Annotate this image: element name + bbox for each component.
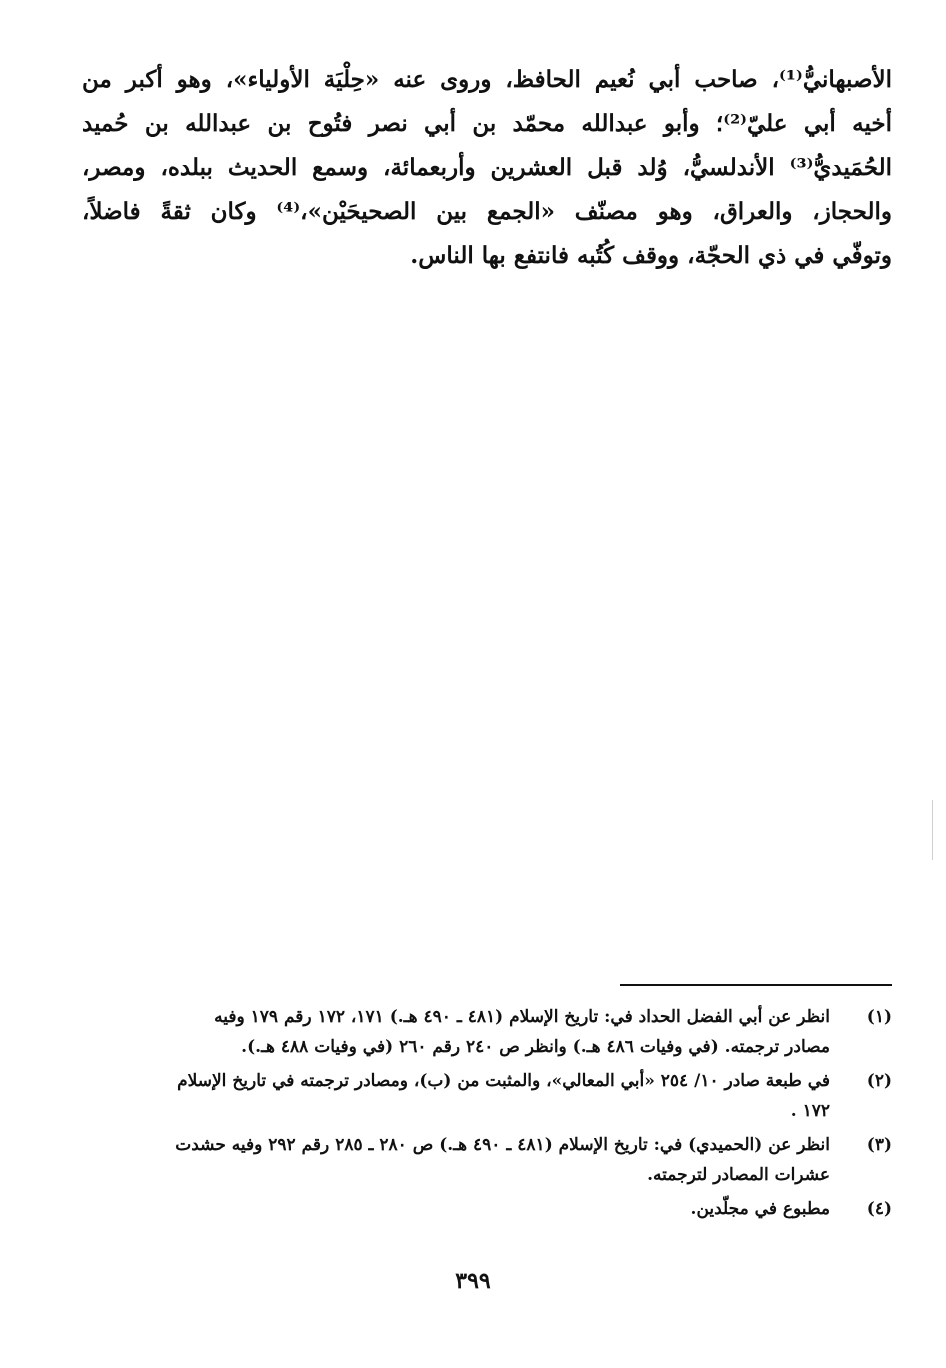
footnotes-section	[82, 1002, 892, 1228]
footnote-line: مصادر ترجمته. (في وفيات ٤٨٦ هـ.) وانظر ص ٢٤٠ رقم ٢٦٠ (في وفيات ٤٨٨ هـ.).	[241, 1037, 830, 1057]
main-text-line: أخيه أبي عليّ⁽²⁾؛ وأبو عبدالله محمّد بن أبي نصر فتُوح بن عبدالله بن حُميد	[82, 110, 892, 137]
footnote-line: مطبوع في مجلّدين.	[690, 1199, 830, 1219]
footnote-4	[82, 1194, 892, 1224]
footnote-body	[82, 1130, 830, 1190]
main-text-block	[82, 58, 892, 278]
page-number: ٣٩٩	[455, 1268, 491, 1294]
footnote-number: (١)	[866, 1007, 892, 1027]
footnote-line: ١٧٢ .	[790, 1101, 830, 1121]
footnote-2	[82, 1066, 892, 1126]
footnote-line: في طبعة صادر ١٠/ ٢٥٤ «أبي المعالي»، والمثبت من (ب)، ومصادر ترجمته في تاريخ الإسلام	[177, 1071, 830, 1091]
main-text-line: والحجاز، والعراق، وهو مصنّف «الجمع بين الصحيحَيْن»،⁽⁴⁾ وكان ثقةً فاضلاً،	[82, 198, 893, 225]
footnote-line: انظر عن (الحميدي) في: تاريخ الإسلام (٤٨١ ـ ٤٩٠ هـ.) ص ٢٨٠ ـ ٢٨٥ رقم ٢٩٢ وفيه حشدت	[175, 1135, 830, 1155]
footnote-body	[82, 1066, 830, 1126]
main-text-line: الأصبهانيُّ⁽¹⁾، صاحب أبي نُعيم الحافظ، وروى عنه «حِلْيَة الأولياء»، وهو أكبر من	[82, 66, 892, 93]
footnote-separator-rule	[620, 984, 892, 986]
footnote-1	[82, 1002, 892, 1062]
footnote-line: عشرات المصادر لترجمته.	[647, 1165, 830, 1185]
footnote-number: (٤)	[866, 1199, 892, 1219]
footnote-3	[82, 1130, 892, 1190]
footnote-number: (٣)	[866, 1135, 892, 1155]
scan-artifact-line	[932, 800, 933, 860]
footnote-number: (٢)	[866, 1071, 892, 1091]
main-text-line: وتوفّي في ذي الحجّة، ووقف كُتُبه فانتفع بها الناس.	[410, 242, 892, 269]
main-text-line: الحُمَيديُّ⁽³⁾ الأندلسيُّ، وُلد قبل العشرين وأربعمائة، وسمع الحديث ببلده، ومصر،	[82, 154, 892, 181]
footnote-body	[82, 1002, 830, 1062]
footnote-line: انظر عن أبي الفضل الحداد في: تاريخ الإسلام (٤٨١ ـ ٤٩٠ هـ.) ١٧١، ١٧٢ رقم ١٧٩ وفيه	[214, 1007, 830, 1027]
footnote-body	[82, 1194, 830, 1224]
